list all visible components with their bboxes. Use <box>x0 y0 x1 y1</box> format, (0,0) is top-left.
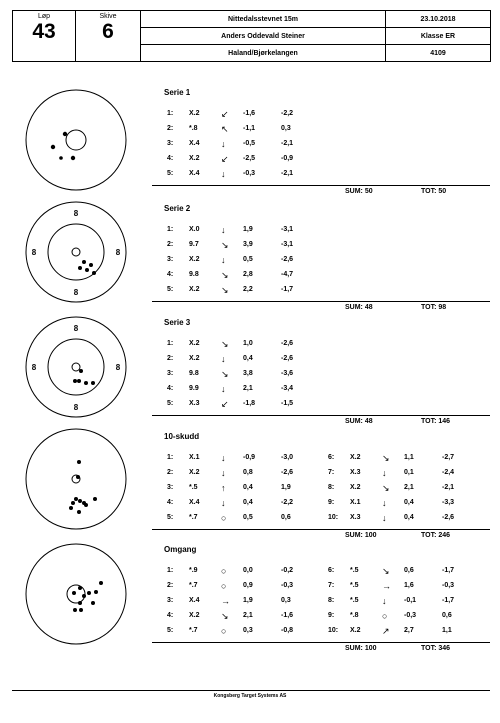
ring-label: 8 <box>73 209 79 218</box>
shot-hole <box>82 260 86 264</box>
shot-number: 2: <box>167 582 174 589</box>
shot-x-offset: 1,1 <box>404 454 414 461</box>
shot-value: X.1 <box>350 499 361 506</box>
shot-value: X.2 <box>189 469 200 476</box>
shot-y-offset: -1,7 <box>442 567 455 574</box>
shot-hole <box>84 381 88 385</box>
shot-number: 4: <box>167 155 174 162</box>
shot-x-offset: 3,8 <box>243 370 253 377</box>
shot-direction: ○ <box>221 566 227 576</box>
shot-y-offset: -2,6 <box>442 514 455 521</box>
shot-hole <box>51 145 55 149</box>
shot-x-offset: 1,0 <box>243 340 253 347</box>
series-total: TOT: 146 <box>421 418 451 425</box>
shot-direction: ↓ <box>221 354 226 364</box>
shot-direction: ↓ <box>382 513 387 523</box>
shot-x-offset: 2,2 <box>243 286 253 293</box>
shot-y-offset: -2,7 <box>442 454 455 461</box>
shot-hole <box>85 268 89 272</box>
shot-x-offset: 0,8 <box>243 469 253 476</box>
shot-x-offset: -0,3 <box>404 612 417 619</box>
series-sum: SUM: 100 <box>345 532 377 539</box>
shot-hole <box>74 497 78 501</box>
shot-x-offset: -0,3 <box>243 170 256 177</box>
shot-x-offset: 0,4 <box>243 355 253 362</box>
shot-hole <box>94 590 98 594</box>
shot-value: *.5 <box>350 597 359 604</box>
shot-x-offset: 2,7 <box>404 627 414 634</box>
series-divider <box>152 415 490 416</box>
shot-direction: ↓ <box>382 498 387 508</box>
shot-number: 6: <box>328 567 335 574</box>
shot-number: 5: <box>167 170 174 177</box>
shot-y-offset: 0,6 <box>281 514 291 521</box>
shot-hole <box>78 601 82 605</box>
shot-value: X.2 <box>189 286 200 293</box>
shot-x-offset: 2,1 <box>243 385 253 392</box>
series-title: Omgang <box>164 545 197 554</box>
shot-direction: ↑ <box>221 483 226 493</box>
shot-x-offset: -1,6 <box>243 110 256 117</box>
shot-number: 5: <box>167 400 174 407</box>
shot-hole <box>63 132 67 136</box>
shot-direction: ↖ <box>221 124 229 134</box>
series-title: 10-skudd <box>164 432 200 441</box>
shot-value: X.2 <box>189 110 200 117</box>
shot-number: 3: <box>167 256 174 263</box>
shot-direction: ↓ <box>382 468 387 478</box>
shot-value: *.8 <box>189 125 198 132</box>
shot-hole <box>59 156 63 160</box>
shot-number: 3: <box>167 370 174 377</box>
footer-divider <box>12 690 490 691</box>
shot-x-offset: 0,1 <box>404 469 414 476</box>
shot-hole <box>79 369 83 373</box>
shot-y-offset: -2,1 <box>281 170 294 177</box>
shot-y-offset: 0,3 <box>281 597 291 604</box>
ring-label: 8 <box>31 248 37 257</box>
shot-number: 7: <box>328 582 335 589</box>
shot-x-offset: 0,4 <box>243 484 253 491</box>
shot-y-offset: -3,1 <box>281 226 294 233</box>
series-sum: SUM: 48 <box>345 304 373 311</box>
shot-number: 5: <box>167 627 174 634</box>
shot-number: 9: <box>328 499 335 506</box>
shot-hole <box>77 379 81 383</box>
shot-number: 1: <box>167 567 174 574</box>
shot-y-offset: -3,4 <box>281 385 294 392</box>
shot-direction: ↘ <box>382 453 390 463</box>
series-divider <box>152 529 490 530</box>
shot-number: 4: <box>167 499 174 506</box>
target-10-skudd <box>26 429 126 529</box>
shot-x-offset: 3,9 <box>243 241 253 248</box>
shot-direction: → <box>221 596 230 606</box>
event-name: Nittedalsstevnet 15m <box>141 11 386 28</box>
ring-label: 8 <box>115 363 121 372</box>
shot-hole <box>78 499 82 503</box>
shot-y-offset: -2,6 <box>281 469 294 476</box>
shot-direction: ↓ <box>382 596 387 606</box>
shot-x-offset: -2,5 <box>243 155 256 162</box>
target-value: 6 <box>102 20 114 43</box>
shot-y-offset: -1,7 <box>281 286 294 293</box>
shot-x-offset: 0,4 <box>243 499 253 506</box>
shot-x-offset: 2,1 <box>243 612 253 619</box>
shot-value: *.5 <box>189 484 198 491</box>
shot-y-offset: -1,6 <box>281 612 294 619</box>
shot-value: *.5 <box>350 582 359 589</box>
shot-y-offset: -2,2 <box>281 110 294 117</box>
shot-y-offset: -2,4 <box>442 469 455 476</box>
shot-hole <box>84 503 88 507</box>
ring-label: 8 <box>73 288 79 297</box>
shot-y-offset: -0,9 <box>281 155 294 162</box>
shot-direction: ↘ <box>382 566 390 576</box>
shot-direction: ↓ <box>221 139 226 149</box>
shot-x-offset: -1,8 <box>243 400 256 407</box>
shot-y-offset: -0,2 <box>281 567 294 574</box>
target-omgang <box>26 544 126 644</box>
shot-x-offset: 0,5 <box>243 514 253 521</box>
shot-x-offset: 0,3 <box>243 627 253 634</box>
shot-value: *.7 <box>189 514 198 521</box>
shot-number: 3: <box>167 597 174 604</box>
shot-y-offset: -1,7 <box>442 597 455 604</box>
shot-number: 7: <box>328 469 335 476</box>
shot-x-offset: 1,9 <box>243 597 253 604</box>
shot-value: *.7 <box>189 627 198 634</box>
shooter-class: Klasse ER <box>386 28 491 45</box>
shot-direction: ↘ <box>221 339 229 349</box>
shot-hole <box>77 510 81 514</box>
shot-direction: ↓ <box>221 453 226 463</box>
series-title: Serie 2 <box>164 204 191 213</box>
shot-direction: ↘ <box>221 240 229 250</box>
shot-direction: ↗ <box>382 626 390 636</box>
shot-y-offset: -2,6 <box>281 340 294 347</box>
shot-direction: ↓ <box>221 255 226 265</box>
ring-label: 8 <box>115 248 121 257</box>
shot-direction: ○ <box>382 611 388 621</box>
shot-x-offset: 0,9 <box>243 582 253 589</box>
shot-number: 8: <box>328 597 335 604</box>
shot-hole <box>87 591 91 595</box>
series-total: TOT: 246 <box>421 532 451 539</box>
shot-y-offset: 1,9 <box>281 484 291 491</box>
leg-label: Løp <box>37 13 51 20</box>
shot-hole <box>91 601 95 605</box>
series-divider <box>152 642 490 643</box>
shot-y-offset: 0,6 <box>442 612 452 619</box>
shot-hole <box>78 586 82 590</box>
series-divider <box>152 301 490 302</box>
shot-y-offset: -2,1 <box>442 484 455 491</box>
shot-x-offset: 2,1 <box>404 484 414 491</box>
shot-direction: ↓ <box>221 384 226 394</box>
shot-hole <box>89 263 93 267</box>
shot-value: X.3 <box>350 469 361 476</box>
shot-hole <box>71 501 75 505</box>
shot-y-offset: -3,6 <box>281 370 294 377</box>
series-title: Serie 1 <box>164 88 191 97</box>
shot-x-offset: 0,5 <box>243 256 253 263</box>
shot-value: X.2 <box>350 627 361 634</box>
shot-y-offset: 1,1 <box>442 627 452 634</box>
shot-value: *.9 <box>189 567 198 574</box>
shot-direction: ↓ <box>221 468 226 478</box>
shot-x-offset: 0,4 <box>404 499 414 506</box>
shot-x-offset: 0,0 <box>243 567 253 574</box>
shot-value: X.2 <box>350 454 361 461</box>
shot-hole <box>72 591 76 595</box>
shot-value: 9.8 <box>189 271 199 278</box>
shot-hole <box>73 608 77 612</box>
shot-hole <box>92 271 96 275</box>
target-label: Skive <box>99 13 117 20</box>
shot-direction: ↘ <box>221 369 229 379</box>
ring-label: 8 <box>73 324 79 333</box>
shot-value: 9.7 <box>189 241 199 248</box>
shot-y-offset: -3,0 <box>281 454 294 461</box>
footer-text: Kongsberg Target Systems AS <box>213 693 287 699</box>
shot-x-offset: -1,1 <box>243 125 256 132</box>
series-title: Serie 3 <box>164 318 191 327</box>
target-serie-3 <box>26 317 126 417</box>
shot-value: X.2 <box>189 340 200 347</box>
event-date: 23.10.2018 <box>386 11 491 28</box>
shot-hole <box>76 475 80 479</box>
shot-direction: ↘ <box>221 285 229 295</box>
shot-number: 4: <box>167 612 174 619</box>
shot-hole <box>91 381 95 385</box>
series-sum: SUM: 48 <box>345 418 373 425</box>
shot-direction: → <box>382 581 391 591</box>
target-serie-2 <box>26 202 126 302</box>
shot-value: X.2 <box>189 612 200 619</box>
shot-y-offset: -0,8 <box>281 627 294 634</box>
series-total: TOT: 50 <box>421 188 447 195</box>
shot-y-offset: -2,2 <box>281 499 294 506</box>
shot-direction: ↓ <box>221 498 226 508</box>
shot-hole <box>73 379 77 383</box>
shot-direction: ↘ <box>382 483 390 493</box>
shot-value: X.2 <box>350 484 361 491</box>
shot-number: 3: <box>167 484 174 491</box>
shot-value: *.5 <box>350 567 359 574</box>
shot-hole <box>99 581 103 585</box>
shot-number: 3: <box>167 140 174 147</box>
shot-number: 8: <box>328 484 335 491</box>
shot-x-offset: -0,5 <box>243 140 256 147</box>
shot-hole <box>71 156 75 160</box>
shot-y-offset: -2,6 <box>281 256 294 263</box>
shot-value: X.3 <box>350 514 361 521</box>
shot-y-offset: 0,3 <box>281 125 291 132</box>
shot-x-offset: 1,9 <box>243 226 253 233</box>
shot-direction: ○ <box>221 513 227 523</box>
shot-number: 4: <box>167 271 174 278</box>
shot-y-offset: -0,3 <box>442 582 455 589</box>
shot-hole <box>82 594 86 598</box>
shot-x-offset: -0,1 <box>404 597 417 604</box>
shot-direction: ↘ <box>221 270 229 280</box>
shot-number: 9: <box>328 612 335 619</box>
shot-value: *.8 <box>350 612 359 619</box>
shot-x-offset: -0,9 <box>243 454 256 461</box>
shot-direction: ↘ <box>221 611 229 621</box>
shot-direction: ↙ <box>221 109 229 119</box>
target-center <box>66 130 86 150</box>
shot-y-offset: -0,3 <box>281 582 294 589</box>
shot-value: 9.9 <box>189 385 199 392</box>
shot-value: X.2 <box>189 355 200 362</box>
shot-value: 9.8 <box>189 370 199 377</box>
shot-value: *.7 <box>189 582 198 589</box>
shot-y-offset: -2,1 <box>281 140 294 147</box>
shot-y-offset: -2,6 <box>281 355 294 362</box>
ring-label: 8 <box>73 403 79 412</box>
shot-direction: ○ <box>221 581 227 591</box>
series-total: TOT: 346 <box>421 645 451 652</box>
shot-y-offset: -3,3 <box>442 499 455 506</box>
shot-hole <box>69 506 73 510</box>
shot-direction: ↙ <box>221 154 229 164</box>
shot-y-offset: -3,1 <box>281 241 294 248</box>
shot-x-offset: 1,6 <box>404 582 414 589</box>
shot-number: 2: <box>167 355 174 362</box>
shot-x-offset: 0,4 <box>404 514 414 521</box>
club-name: Haland/Bjørkelangen <box>141 45 386 62</box>
shot-number: 1: <box>167 340 174 347</box>
shot-direction: ↓ <box>221 169 226 179</box>
shot-y-offset: -1,5 <box>281 400 294 407</box>
shot-value: X.3 <box>189 400 200 407</box>
shot-direction: ○ <box>221 626 227 636</box>
shot-value: X.4 <box>189 170 200 177</box>
shot-value: X.1 <box>189 454 200 461</box>
shot-number: 5: <box>167 286 174 293</box>
series-sum: SUM: 50 <box>345 188 373 195</box>
shooter-name: Anders Oddevald Steiner <box>141 28 386 45</box>
ring-label: 8 <box>31 363 37 372</box>
shot-value: X.2 <box>189 155 200 162</box>
shot-number: 10: <box>328 514 339 521</box>
shot-direction: ↓ <box>221 225 226 235</box>
shot-number: 2: <box>167 469 174 476</box>
shot-number: 1: <box>167 454 174 461</box>
shot-value: X.4 <box>189 499 200 506</box>
series-divider <box>152 185 490 186</box>
series-sum: SUM: 100 <box>345 645 377 652</box>
shot-number: 1: <box>167 226 174 233</box>
shot-number: 6: <box>328 454 335 461</box>
shot-y-offset: -4,7 <box>281 271 294 278</box>
shot-x-offset: 0,6 <box>404 567 414 574</box>
shot-value: X.4 <box>189 140 200 147</box>
shot-direction: ↙ <box>221 399 229 409</box>
shot-value: X.0 <box>189 226 200 233</box>
leg-value: 43 <box>32 20 56 43</box>
shot-value: X.4 <box>189 597 200 604</box>
shot-number: 2: <box>167 241 174 248</box>
shot-value: X.2 <box>189 256 200 263</box>
shot-hole <box>78 266 82 270</box>
shot-number: 10: <box>328 627 339 634</box>
shot-hole <box>77 460 81 464</box>
shooter-number: 4109 <box>386 45 491 62</box>
shot-number: 2: <box>167 125 174 132</box>
shot-number: 4: <box>167 385 174 392</box>
series-total: TOT: 98 <box>421 304 447 311</box>
shot-hole <box>79 608 83 612</box>
shot-number: 1: <box>167 110 174 117</box>
target-serie-1 <box>26 90 126 190</box>
shot-hole <box>93 497 97 501</box>
shot-x-offset: 2,8 <box>243 271 253 278</box>
shot-number: 5: <box>167 514 174 521</box>
